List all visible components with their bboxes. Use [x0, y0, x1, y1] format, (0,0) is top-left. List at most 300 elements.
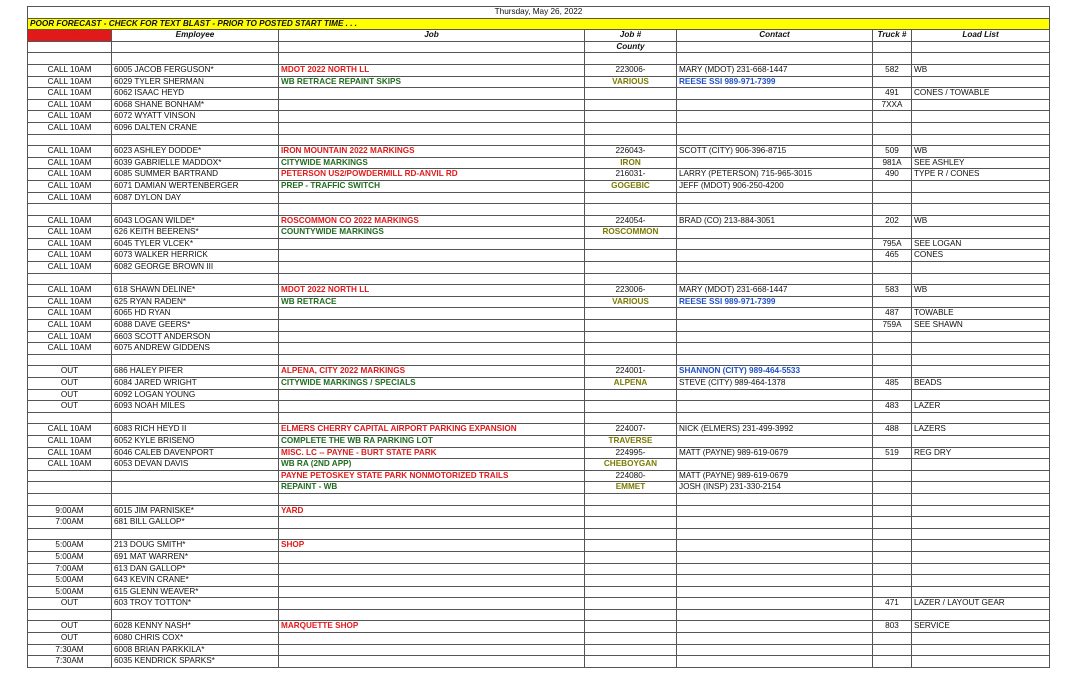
load-list-cell: [912, 551, 1050, 563]
load-list-cell: [912, 262, 1050, 274]
job-number-cell: VARIOUS: [585, 76, 677, 88]
job-cell: [279, 320, 585, 332]
job-cell: [279, 563, 585, 575]
job-cell: [279, 250, 585, 262]
employee-cell: 6046 CALEB DAVENPORT: [112, 447, 279, 459]
truck-cell: [873, 343, 912, 355]
load-list-cell: CONES: [912, 250, 1050, 262]
truck-cell: 795A: [873, 238, 912, 250]
job-number-cell: [585, 273, 677, 285]
contact-cell: MATT (PAYNE) 989-619-0679: [677, 470, 873, 482]
contact-cell: STEVE (CITY) 989-464-1378: [677, 378, 873, 390]
load-list-cell: LAZERS: [912, 424, 1050, 436]
job-cell: [279, 633, 585, 645]
truck-cell: [873, 470, 912, 482]
job-cell: WB RA (2ND APP): [279, 459, 585, 471]
load-list-cell: [912, 354, 1050, 366]
employee-cell: [112, 354, 279, 366]
time-cell: [28, 482, 112, 494]
truck-cell: [873, 459, 912, 471]
contact-cell: [677, 273, 873, 285]
job-number-cell: [585, 308, 677, 320]
job-cell: [279, 609, 585, 621]
job-number-cell: [585, 505, 677, 517]
header-truck: Truck #: [873, 30, 912, 42]
employee-cell: 6603 SCOTT ANDERSON: [112, 331, 279, 343]
truck-cell: [873, 517, 912, 529]
time-cell: CALL 10AM: [28, 76, 112, 88]
schedule-row: [28, 656, 1050, 668]
load-list-cell: [912, 633, 1050, 645]
time-cell: CALL 10AM: [28, 308, 112, 320]
load-list-cell: [912, 389, 1050, 401]
time-cell: CALL 10AM: [28, 192, 112, 204]
truck-cell: [873, 482, 912, 494]
employee-cell: [112, 53, 279, 65]
employee-cell: 6068 SHANE BONHAM*: [112, 99, 279, 111]
job-number-cell: 224995-: [585, 447, 677, 459]
load-list-cell: SEE SHAWN: [912, 320, 1050, 332]
spacer-row: [28, 134, 1050, 146]
employee-cell: [112, 412, 279, 424]
contact-cell: MARY (MDOT) 231-668-1447: [677, 285, 873, 297]
schedule-row: [28, 482, 1050, 494]
truck-cell: [873, 76, 912, 88]
truck-cell: 803: [873, 621, 912, 633]
employee-cell: 6005 JACOB FERGUSON*: [112, 64, 279, 76]
time-cell: CALL 10AM: [28, 320, 112, 332]
dispatch-schedule-table: [27, 6, 1050, 668]
schedule-row: [28, 435, 1050, 447]
employee-cell: 6071 DAMIAN WERTENBERGER: [112, 180, 279, 192]
job-cell: [279, 111, 585, 123]
truck-cell: [873, 644, 912, 656]
contact-cell: [677, 517, 873, 529]
time-cell: OUT: [28, 401, 112, 413]
employee-cell: 6053 DEVAN DAVIS: [112, 459, 279, 471]
schedule-row: [28, 157, 1050, 169]
job-cell: [279, 122, 585, 134]
schedule-row: [28, 320, 1050, 332]
employee-cell: 213 DOUG SMITH*: [112, 540, 279, 552]
schedule-date: Thursday, May 26, 2022: [28, 7, 1050, 19]
truck-cell: [873, 505, 912, 517]
schedule-row: [28, 192, 1050, 204]
contact-cell: [677, 53, 873, 65]
load-list-cell: [912, 540, 1050, 552]
header-job-number: Job #: [585, 30, 677, 42]
time-cell: [28, 493, 112, 505]
job-cell: [279, 192, 585, 204]
truck-cell: [873, 111, 912, 123]
job-cell: [279, 354, 585, 366]
time-cell: CALL 10AM: [28, 447, 112, 459]
time-cell: CALL 10AM: [28, 64, 112, 76]
job-number-cell: [585, 250, 677, 262]
job-cell: PETERSON US2/POWDERMILL RD-ANVIL RD: [279, 169, 585, 181]
job-number-cell: [585, 563, 677, 575]
time-cell: CALL 10AM: [28, 111, 112, 123]
contact-cell: LARRY (PETERSON) 715-965-3015: [677, 169, 873, 181]
time-cell: CALL 10AM: [28, 238, 112, 250]
contact-cell: [677, 505, 873, 517]
load-list-cell: [912, 53, 1050, 65]
job-number-cell: [585, 389, 677, 401]
time-cell: CALL 10AM: [28, 459, 112, 471]
load-list-cell: TYPE R / CONES: [912, 169, 1050, 181]
employee-cell: [112, 482, 279, 494]
schedule-row: [28, 250, 1050, 262]
truck-cell: 465: [873, 250, 912, 262]
schedule-row: [28, 540, 1050, 552]
contact-cell: MATT (PAYNE) 989-619-0679: [677, 447, 873, 459]
truck-cell: 487: [873, 308, 912, 320]
job-number-cell: [585, 122, 677, 134]
job-number-cell: [585, 354, 677, 366]
job-number-cell: 224054-: [585, 215, 677, 227]
employee-cell: 6065 HD RYAN: [112, 308, 279, 320]
schedule-row: [28, 180, 1050, 192]
schedule-row: [28, 621, 1050, 633]
schedule-row: [28, 586, 1050, 598]
schedule-row: [28, 401, 1050, 413]
contact-cell: [677, 227, 873, 239]
job-number-cell: CHEBOYGAN: [585, 459, 677, 471]
schedule-row: [28, 424, 1050, 436]
time-cell: CALL 10AM: [28, 227, 112, 239]
employee-cell: 603 TROY TOTTON*: [112, 598, 279, 610]
employee-cell: [112, 204, 279, 216]
time-cell: CALL 10AM: [28, 180, 112, 192]
job-cell: [279, 273, 585, 285]
employee-cell: [112, 470, 279, 482]
job-cell: [279, 412, 585, 424]
job-cell: [279, 517, 585, 529]
load-list-cell: SERVICE: [912, 621, 1050, 633]
spacer-row: [28, 273, 1050, 285]
truck-cell: [873, 180, 912, 192]
schedule-row: [28, 551, 1050, 563]
employee-cell: 681 BILL GALLOP*: [112, 517, 279, 529]
spacer-row: [28, 528, 1050, 540]
job-number-cell: [585, 551, 677, 563]
job-cell: [279, 238, 585, 250]
load-list-cell: [912, 180, 1050, 192]
truck-cell: 509: [873, 146, 912, 158]
schedule-row: [28, 378, 1050, 390]
truck-cell: 202: [873, 215, 912, 227]
load-list-cell: WB: [912, 285, 1050, 297]
employee-cell: 615 GLENN WEAVER*: [112, 586, 279, 598]
schedule-row: [28, 575, 1050, 587]
load-list-cell: [912, 76, 1050, 88]
employee-cell: 6052 KYLE BRISENO: [112, 435, 279, 447]
load-list-cell: [912, 204, 1050, 216]
truck-cell: [873, 540, 912, 552]
contact-cell: SCOTT (CITY) 906-396-8715: [677, 146, 873, 158]
job-number-cell: [585, 134, 677, 146]
load-list-cell: WB: [912, 215, 1050, 227]
job-cell: [279, 575, 585, 587]
job-cell: YARD: [279, 505, 585, 517]
contact-cell: [677, 609, 873, 621]
contact-cell: [677, 354, 873, 366]
employee-cell: 643 KEVIN CRANE*: [112, 575, 279, 587]
employee-cell: 6045 TYLER VLCEK*: [112, 238, 279, 250]
time-cell: 7:00AM: [28, 563, 112, 575]
truck-cell: [873, 633, 912, 645]
employee-cell: 6075 ANDREW GIDDENS: [112, 343, 279, 355]
time-cell: CALL 10AM: [28, 331, 112, 343]
contact-cell: [677, 598, 873, 610]
employee-cell: 6072 WYATT VINSON: [112, 111, 279, 123]
load-list-cell: [912, 563, 1050, 575]
employee-cell: 6096 DALTEN CRANE: [112, 122, 279, 134]
schedule-row: [28, 215, 1050, 227]
time-cell: CALL 10AM: [28, 157, 112, 169]
schedule-row: [28, 285, 1050, 297]
truck-cell: [873, 551, 912, 563]
time-cell: [28, 204, 112, 216]
time-cell: 7:30AM: [28, 656, 112, 668]
load-list-cell: [912, 470, 1050, 482]
load-list-cell: [912, 192, 1050, 204]
time-cell: OUT: [28, 389, 112, 401]
contact-cell: [677, 320, 873, 332]
job-cell: REPAINT - WB: [279, 482, 585, 494]
job-number-cell: 224007-: [585, 424, 677, 436]
job-number-cell: ALPENA: [585, 378, 677, 390]
contact-cell: [677, 111, 873, 123]
job-number-cell: [585, 320, 677, 332]
job-number-cell: GOGEBIC: [585, 180, 677, 192]
schedule-row: [28, 111, 1050, 123]
time-cell: [28, 134, 112, 146]
time-cell: 5:00AM: [28, 586, 112, 598]
schedule-row: [28, 331, 1050, 343]
job-number-cell: [585, 88, 677, 100]
contact-cell: BRAD (CO) 213-884-3051: [677, 215, 873, 227]
job-cell: [279, 343, 585, 355]
contact-cell: [677, 644, 873, 656]
job-number-cell: [585, 238, 677, 250]
contact-cell: [677, 551, 873, 563]
job-number-cell: [585, 528, 677, 540]
time-cell: [28, 273, 112, 285]
contact-cell: [677, 204, 873, 216]
employee-cell: [112, 493, 279, 505]
spacer-row: [28, 53, 1050, 65]
job-cell: COUNTYWIDE MARKINGS: [279, 227, 585, 239]
truck-cell: 485: [873, 378, 912, 390]
contact-cell: [677, 343, 873, 355]
job-number-cell: [585, 517, 677, 529]
schedule-row: [28, 64, 1050, 76]
contact-cell: [677, 493, 873, 505]
job-number-cell: [585, 262, 677, 274]
load-list-cell: [912, 459, 1050, 471]
employee-cell: 6062 ISAAC HEYD: [112, 88, 279, 100]
schedule-row: [28, 76, 1050, 88]
job-cell: MDOT 2022 NORTH LL: [279, 64, 585, 76]
contact-cell: [677, 250, 873, 262]
employee-cell: 613 DAN GALLOP*: [112, 563, 279, 575]
job-cell: [279, 586, 585, 598]
job-cell: [279, 134, 585, 146]
job-cell: MARQUETTE SHOP: [279, 621, 585, 633]
time-cell: CALL 10AM: [28, 215, 112, 227]
truck-cell: [873, 273, 912, 285]
truck-cell: [873, 53, 912, 65]
employee-cell: 6085 SUMMER BARTRAND: [112, 169, 279, 181]
employee-cell: 6023 ASHLEY DODDE*: [112, 146, 279, 158]
contact-cell: [677, 134, 873, 146]
job-cell: [279, 331, 585, 343]
job-number-cell: 216031-: [585, 169, 677, 181]
job-number-cell: [585, 111, 677, 123]
employee-cell: 6029 TYLER SHERMAN: [112, 76, 279, 88]
time-cell: [28, 528, 112, 540]
employee-cell: [112, 134, 279, 146]
truck-cell: [873, 331, 912, 343]
job-number-cell: [585, 644, 677, 656]
time-cell: 9:00AM: [28, 505, 112, 517]
time-cell: 7:30AM: [28, 644, 112, 656]
job-cell: [279, 528, 585, 540]
job-number-cell: [585, 633, 677, 645]
load-list-cell: SEE LOGAN: [912, 238, 1050, 250]
load-list-cell: [912, 227, 1050, 239]
header-contact: Contact: [677, 30, 873, 42]
time-cell: CALL 10AM: [28, 285, 112, 297]
job-cell: SHOP: [279, 540, 585, 552]
employee-cell: 625 RYAN RADEN*: [112, 296, 279, 308]
truck-cell: [873, 412, 912, 424]
schedule-row: [28, 308, 1050, 320]
job-number-cell: 224080-: [585, 470, 677, 482]
load-list-cell: [912, 505, 1050, 517]
schedule-row: [28, 563, 1050, 575]
contact-cell: [677, 656, 873, 668]
time-cell: CALL 10AM: [28, 343, 112, 355]
spacer-row: [28, 354, 1050, 366]
contact-cell: SHANNON (CITY) 989-464-5533: [677, 366, 873, 378]
job-number-cell: [585, 53, 677, 65]
load-list-cell: [912, 528, 1050, 540]
job-cell: [279, 262, 585, 274]
spacer-row: [28, 204, 1050, 216]
contact-cell: [677, 528, 873, 540]
contact-cell: [677, 621, 873, 633]
employee-cell: 6008 BRIAN PARKKILA*: [112, 644, 279, 656]
job-cell: CITYWIDE MARKINGS: [279, 157, 585, 169]
job-cell: [279, 644, 585, 656]
time-cell: OUT: [28, 621, 112, 633]
truck-cell: [873, 528, 912, 540]
schedule-row: [28, 88, 1050, 100]
job-cell: [279, 389, 585, 401]
schedule-row: [28, 633, 1050, 645]
contact-cell: REESE SSI 989-971-7399: [677, 76, 873, 88]
truck-cell: [873, 656, 912, 668]
job-number-cell: 226043-: [585, 146, 677, 158]
job-number-cell: [585, 586, 677, 598]
schedule-row: [28, 389, 1050, 401]
job-cell: MDOT 2022 NORTH LL: [279, 285, 585, 297]
job-number-cell: TRAVERSE: [585, 435, 677, 447]
employee-cell: 6015 JIM PARNISKE*: [112, 505, 279, 517]
spacer-row: [28, 412, 1050, 424]
contact-cell: NICK (ELMERS) 231-499-3992: [677, 424, 873, 436]
time-cell: 7:00AM: [28, 517, 112, 529]
schedule-row: [28, 227, 1050, 239]
contact-cell: MARY (MDOT) 231-668-1447: [677, 64, 873, 76]
contact-cell: [677, 575, 873, 587]
truck-cell: 759A: [873, 320, 912, 332]
job-cell: ALPENA, CITY 2022 MARKINGS: [279, 366, 585, 378]
job-number-cell: [585, 493, 677, 505]
job-cell: WB RETRACE: [279, 296, 585, 308]
time-cell: OUT: [28, 598, 112, 610]
job-cell: CITYWIDE MARKINGS / SPECIALS: [279, 378, 585, 390]
load-list-cell: TOWABLE: [912, 308, 1050, 320]
employee-cell: 6084 JARED WRIGHT: [112, 378, 279, 390]
time-cell: [28, 53, 112, 65]
employee-cell: 6073 WALKER HERRICK: [112, 250, 279, 262]
contact-cell: [677, 262, 873, 274]
contact-cell: [677, 459, 873, 471]
employee-cell: 691 MAT WARREN*: [112, 551, 279, 563]
job-cell: [279, 598, 585, 610]
job-number-cell: [585, 401, 677, 413]
job-number-cell: 224001-: [585, 366, 677, 378]
employee-cell: 6028 KENNY NASH*: [112, 621, 279, 633]
date-row: [28, 7, 1050, 19]
schedule-row: [28, 447, 1050, 459]
job-number-cell: [585, 609, 677, 621]
header-job: Job: [279, 30, 585, 42]
job-cell: [279, 53, 585, 65]
employee-cell: [112, 609, 279, 621]
truck-cell: 488: [873, 424, 912, 436]
contact-cell: [677, 157, 873, 169]
schedule-row: [28, 296, 1050, 308]
load-list-cell: [912, 493, 1050, 505]
schedule-row: [28, 470, 1050, 482]
contact-cell: [677, 99, 873, 111]
employee-cell: 6035 KENDRICK SPARKS*: [112, 656, 279, 668]
load-list-cell: WB: [912, 146, 1050, 158]
job-cell: COMPLETE THE WB RA PARKING LOT: [279, 435, 585, 447]
time-cell: CALL 10AM: [28, 122, 112, 134]
employee-cell: 6082 GEORGE BROWN III: [112, 262, 279, 274]
truck-cell: [873, 586, 912, 598]
truck-cell: [873, 366, 912, 378]
job-cell: MISC. LC -- PAYNE - BURT STATE PARK: [279, 447, 585, 459]
forecast-notice: POOR FORECAST - CHECK FOR TEXT BLAST - PRIOR TO POSTED START TIME . . .: [28, 18, 1050, 30]
employee-cell: 6080 CHRIS COX*: [112, 633, 279, 645]
time-cell: [28, 354, 112, 366]
load-list-cell: REG DRY: [912, 447, 1050, 459]
load-list-cell: [912, 343, 1050, 355]
header-row: [28, 30, 1050, 42]
job-number-cell: VARIOUS: [585, 296, 677, 308]
time-cell: OUT: [28, 378, 112, 390]
time-cell: [28, 470, 112, 482]
load-list-cell: LAZER: [912, 401, 1050, 413]
spacer-row: [28, 493, 1050, 505]
contact-cell: [677, 540, 873, 552]
